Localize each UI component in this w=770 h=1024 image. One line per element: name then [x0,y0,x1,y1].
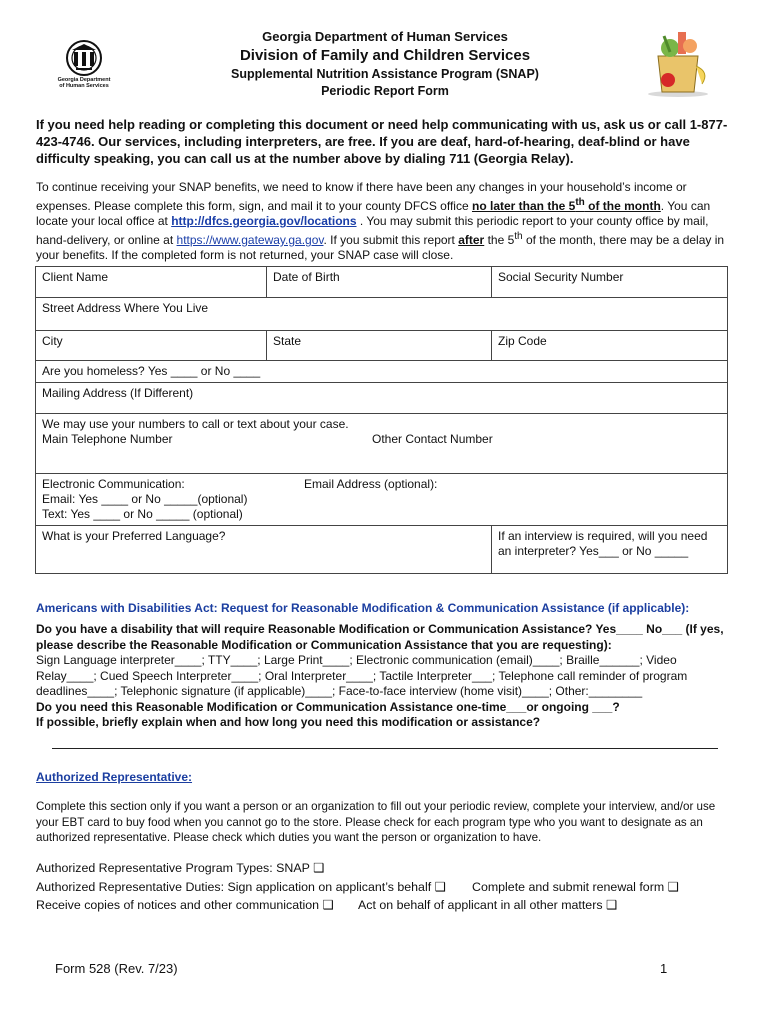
accessibility-notice: If you need help reading or completing this document or need help communicating with us, ask us or call 1-877-423-4746. Our services, including interpreters, are free. If you are deaf, hard-of-hearing, deaf-blind or have difficulty speaking, you can call us at the number above by dialing 711 (Georgia Relay). [36,117,728,166]
ar-program-types[interactable]: Authorized Representative Program Types: SNAP ❑ [36,861,325,875]
dob-field[interactable]: Date of Birth [267,267,492,298]
division-title: Division of Family and Children Services [239,47,531,64]
intro-sup: th [514,231,523,242]
logo-caption [24,77,144,89]
ssn-field[interactable]: Social Security Number [492,267,728,298]
main-phone-label: Main Telephone Number [42,432,173,446]
document-header [150,28,620,100]
ada-explain-question: If possible, briefly explain when and how long you need this modification or assistance? [36,715,541,729]
ada-duration-question: Do you need this Reasonable Modification or Communication Assistance one-time___or ongoing ___? [36,699,620,714]
intro-text-5: the 5 [484,233,515,247]
intro-text-3: . You may submit this periodic report to your county office by mail, hand-delivery, or online at [36,214,709,247]
ada-title: Americans with Disabilities Act: Request for Reasonable Modification & Communication Assistance (if applicable): [36,601,690,615]
ar-receive-notices[interactable]: Receive copies of notices and other communication ❑ [36,898,334,912]
intro-text-2: . You can locate your local office at [36,199,711,228]
ada-options: Sign Language interpreter____; TTY____; Large Print____; Electronic communication (email)____; Braille______; Video Relay____; Cued Speech Interpreter____; Oral Interpreter____; Tactile Interpreter___; Telephone call reminder of program deadlines____; Telephonic signature (if applicable)____; Face-to-face interview (home visit)____; Other:________ [36,653,688,698]
department-title: Georgia Department of Human Services [262,29,508,44]
ada-section [36,622,736,731]
locations-link[interactable]: http://dfcs.georgia.gov/locations [171,214,357,228]
interpreter-field[interactable]: If an interview is required, will you need an interpreter? Yes___ or No _____ [492,526,728,574]
form-title: Periodic Report Form [321,84,449,98]
mailing-address-field[interactable]: Mailing Address (If Different) [36,383,728,414]
phone-note: We may use your numbers to call or text about your case. [42,417,349,431]
after-text: after [458,233,485,247]
logo-org-line1: Georgia Department [57,77,111,83]
authorized-rep-instructions: Complete this section only if you want a person or an organization to fill out your periodic review, complete your interview, and/or use your EBT card to buy food when you cannot go to the store. Please check for each program type who you want to designate as an authorized representative. Please check which duties you want the person or organization to have. [36,800,716,844]
logo-org-line2: of Human Services [59,83,109,89]
phone-field[interactable] [36,414,728,474]
homeless-field[interactable]: Are you homeless? Yes ____ or No ____ [36,361,728,383]
city-field[interactable]: City [36,331,267,361]
ec-title: Electronic Communication: [42,477,185,491]
intro-text-6: of the month, there may be a delay in your benefits. If the completed form is not returned, your SNAP case will close. [36,233,725,262]
electronic-communication-field[interactable] [36,474,728,526]
ada-question: Do you have a disability that will require Reasonable Modification or Communication Assistance? Yes____ No___ (If yes, please describe the Reasonable Modification or Communication Assistance that you are requesting): [36,622,724,652]
deadline-text [472,199,661,213]
phone-labels [42,432,721,447]
client-info-table [35,266,728,574]
gateway-link[interactable]: https://www.gateway.ga.gov [176,233,324,247]
zip-field[interactable]: Zip Code [492,331,728,361]
page-number: 1 [660,961,668,976]
intro-text-1: To continue receiving your SNAP benefits, we need to know if there have been any changes in your household’s income or expenses. Please complete this form, sign, and mail it to your county DFCS office [36,180,687,213]
other-phone-label: Other Contact Number [372,432,493,446]
authorized-rep-options [36,859,736,915]
program-title: Supplemental Nutrition Assistance Program (SNAP) [231,67,539,81]
intro-text-4: . If you submit this report [323,233,459,247]
grocery-bag-icon [640,26,720,98]
state-field[interactable]: State [267,331,492,361]
deadline-end: of the month [584,199,661,213]
authorized-rep-title: Authorized Representative: [36,770,193,784]
ar-sign-application[interactable]: Authorized Representative Duties: Sign application on applicant’s behalf ❑ [36,879,446,894]
ada-answer-line[interactable] [52,748,718,749]
client-name-field[interactable]: Client Name [36,267,267,298]
preferred-language-field[interactable]: What is your Preferred Language? [36,526,492,574]
deadline-sup: th [575,197,585,208]
ar-act-on-behalf[interactable]: Act on behalf of applicant in all other matters ❑ [358,898,618,912]
ec-text-option: Text: Yes ____ or No _____ (optional) [42,507,243,521]
email-address-label: Email Address (optional): [304,477,438,491]
ar-renewal-form[interactable]: Complete and submit renewal form ❑ [472,879,679,894]
instructions-paragraph [36,180,736,263]
street-address-field[interactable]: Street Address Where You Live [36,298,728,331]
deadline-main: no later than the 5 [471,199,576,213]
ec-email-option: Email: Yes ____ or No _____(optional) [42,492,248,506]
form-number: Form 528 (Rev. 7/23) [55,961,178,976]
georgia-dhs-logo [36,38,132,102]
